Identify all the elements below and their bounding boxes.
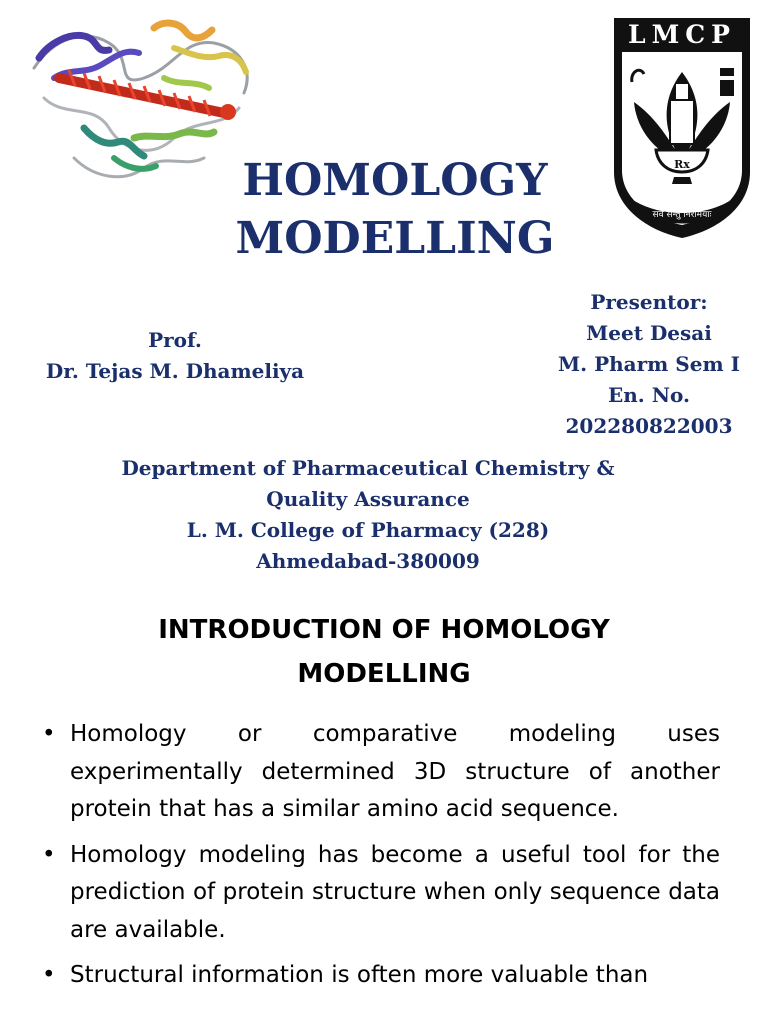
presenter-name: Meet Desai — [586, 321, 712, 345]
department-line: Quality Assurance — [266, 487, 470, 511]
title-line: HOMOLOGY — [242, 155, 548, 206]
introduction-title-line: INTRODUCTION OF HOMOLOGY — [158, 615, 610, 645]
department-line: Department of Pharmaceutical Chemistry & — [121, 456, 615, 480]
introduction-title — [60, 608, 708, 696]
college-address: Ahmedabad-380009 — [256, 549, 480, 573]
bullet-marker: • — [42, 721, 56, 747]
presenter-block — [540, 287, 758, 442]
college-name: L. M. College of Pharmacy (228) — [186, 518, 550, 542]
bullet-list — [40, 716, 720, 1003]
enrollment-number: 202280822003 — [565, 414, 733, 438]
bullet-item — [40, 837, 720, 950]
introduction-title-line: MODELLING — [297, 659, 471, 689]
guide-name: Dr. Tejas M. Dhameliya — [45, 359, 305, 383]
guide-title: Prof. — [148, 328, 202, 352]
bullet-item — [40, 716, 720, 829]
bullet-text: Structural information is often more valuable than — [70, 962, 649, 988]
rx-symbol: Rx — [674, 158, 690, 171]
bullet-marker: • — [42, 962, 56, 988]
title-line: MODELLING — [235, 213, 555, 264]
department-block — [90, 453, 646, 577]
presenter-course: M. Pharm Sem I — [558, 352, 740, 376]
logo-motto: सर्वे सन्तु निरामयाः — [652, 210, 712, 220]
bullet-marker: • — [42, 841, 56, 868]
lmcp-logo — [608, 12, 756, 242]
bullet-text: Homology or comparative modeling uses experimentally determined 3D structure of another protein that has a similar amino acid sequence. — [70, 721, 720, 822]
enrollment-label: En. No. — [608, 383, 690, 407]
slide-title — [200, 152, 590, 268]
guide-block — [30, 325, 320, 387]
bullet-item — [40, 957, 720, 995]
bullet-text: Homology modeling has become a useful tool for the prediction of protein structure when only sequence data are available. — [70, 841, 720, 943]
presenter-label: Presentor: — [590, 290, 708, 314]
logo-text: LMCP — [628, 20, 736, 49]
introduction-slide — [0, 600, 768, 1024]
